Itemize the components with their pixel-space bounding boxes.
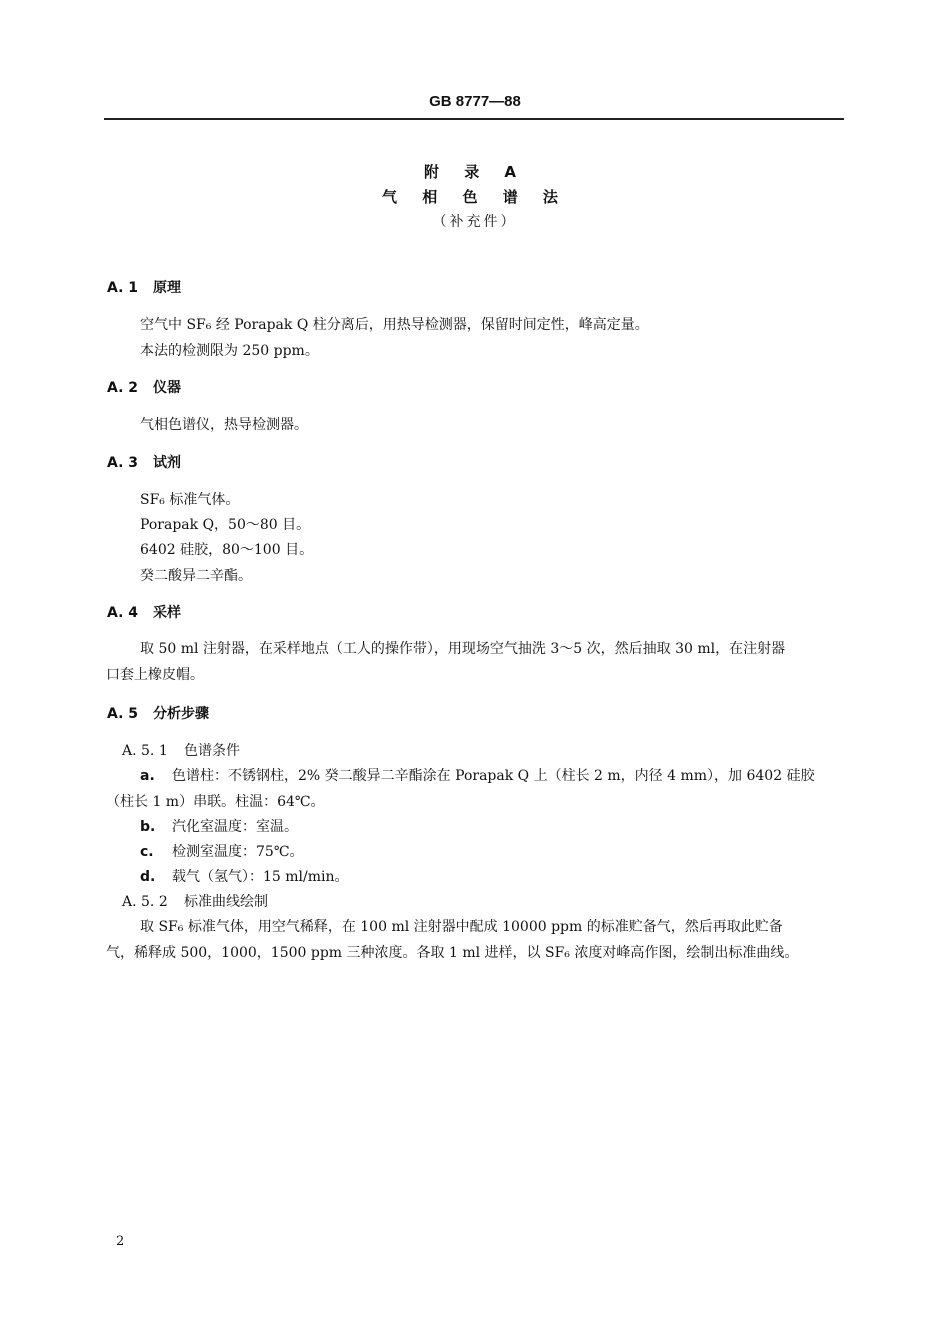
section-title: 原理 bbox=[153, 280, 181, 296]
subsection-title: 色谱条件 bbox=[184, 743, 240, 759]
condition-item bbox=[140, 765, 815, 785]
paragraph-line: 癸二酸异二辛酯。 bbox=[140, 568, 252, 584]
item-text: 检测室温度：75℃。 bbox=[172, 844, 304, 860]
paragraph-line: 空气中 SF₆ 经 Porapak Q 柱分离后，用热导检测器，保留时间定性，峰高定量。 bbox=[140, 317, 649, 333]
item-letter: c. bbox=[140, 844, 154, 860]
item-letter: d. bbox=[140, 869, 156, 885]
condition-item bbox=[140, 841, 303, 861]
appendix-note: （补充件） bbox=[432, 214, 518, 230]
paragraph-line: Porapak Q，50～80 目。 bbox=[140, 517, 311, 533]
section-title: 采样 bbox=[153, 605, 181, 621]
subsection-a51-heading bbox=[122, 740, 240, 760]
paragraph-line: SF₆ 标准气体。 bbox=[140, 492, 240, 508]
section-title: 分析步骤 bbox=[153, 706, 209, 722]
subsection-a52-heading bbox=[122, 891, 268, 911]
section-number: A. 1 bbox=[107, 280, 139, 296]
item-letter: b. bbox=[140, 819, 156, 835]
appendix-subtitle: 气 相 色 谱 法 bbox=[382, 188, 568, 206]
appendix-title: 附 录 A bbox=[423, 163, 527, 181]
condition-item bbox=[140, 816, 298, 836]
section-number: A. 4 bbox=[107, 605, 139, 621]
paragraph-line: 气，稀释成 500，1000，1500 ppm 三种浓度。各取 1 ml 进样，以 SF₆ 浓度对峰高作图，绘制出标准曲线。 bbox=[106, 945, 799, 961]
header-rule bbox=[104, 118, 844, 120]
subsection-number: A. 5. 2 bbox=[122, 894, 168, 910]
page-number: 2 bbox=[116, 1234, 125, 1249]
standard-code-header: GB 8777—88 bbox=[429, 93, 521, 110]
paragraph-line: 取 50 ml 注射器，在采样地点（工人的操作带），用现场空气抽洗 3～5 次，然后抽取 30 ml，在注射器 bbox=[140, 641, 786, 657]
section-a5-heading bbox=[107, 703, 209, 723]
section-number: A. 2 bbox=[107, 380, 139, 396]
section-a4-heading bbox=[107, 602, 181, 622]
section-number: A. 5 bbox=[107, 706, 139, 722]
section-title: 仪器 bbox=[153, 380, 181, 396]
item-text: 色谱柱：不锈钢柱，2% 癸二酸异二辛酯涂在 Porapak Q 上（柱长 2 m，内径 4 mm），加 6402 硅胶 bbox=[172, 768, 815, 784]
item-text: 汽化室温度：室温。 bbox=[172, 819, 298, 835]
paragraph-line: 气相色谱仪，热导检测器。 bbox=[140, 417, 308, 433]
section-title: 试剂 bbox=[153, 455, 181, 471]
section-a1-heading bbox=[107, 277, 181, 297]
section-a2-heading bbox=[107, 377, 181, 397]
item-continuation: （柱长 1 m）串联。柱温：64℃。 bbox=[106, 794, 325, 810]
subsection-title: 标准曲线绘制 bbox=[184, 894, 268, 910]
item-letter: a. bbox=[140, 768, 155, 784]
item-text: 载气（氢气）：15 ml/min。 bbox=[172, 869, 349, 885]
condition-item bbox=[140, 866, 349, 886]
paragraph-line: 本法的检测限为 250 ppm。 bbox=[140, 343, 319, 359]
section-a3-heading bbox=[107, 452, 181, 472]
subsection-number: A. 5. 1 bbox=[122, 743, 168, 759]
paragraph-line: 口套上橡皮帽。 bbox=[106, 667, 204, 683]
paragraph-line: 6402 硅胶，80～100 目。 bbox=[140, 542, 314, 558]
paragraph-line: 取 SF₆ 标准气体，用空气稀释，在 100 ml 注射器中配成 10000 ppm 的标准贮备气，然后再取此贮备 bbox=[140, 919, 783, 935]
section-number: A. 3 bbox=[107, 455, 139, 471]
